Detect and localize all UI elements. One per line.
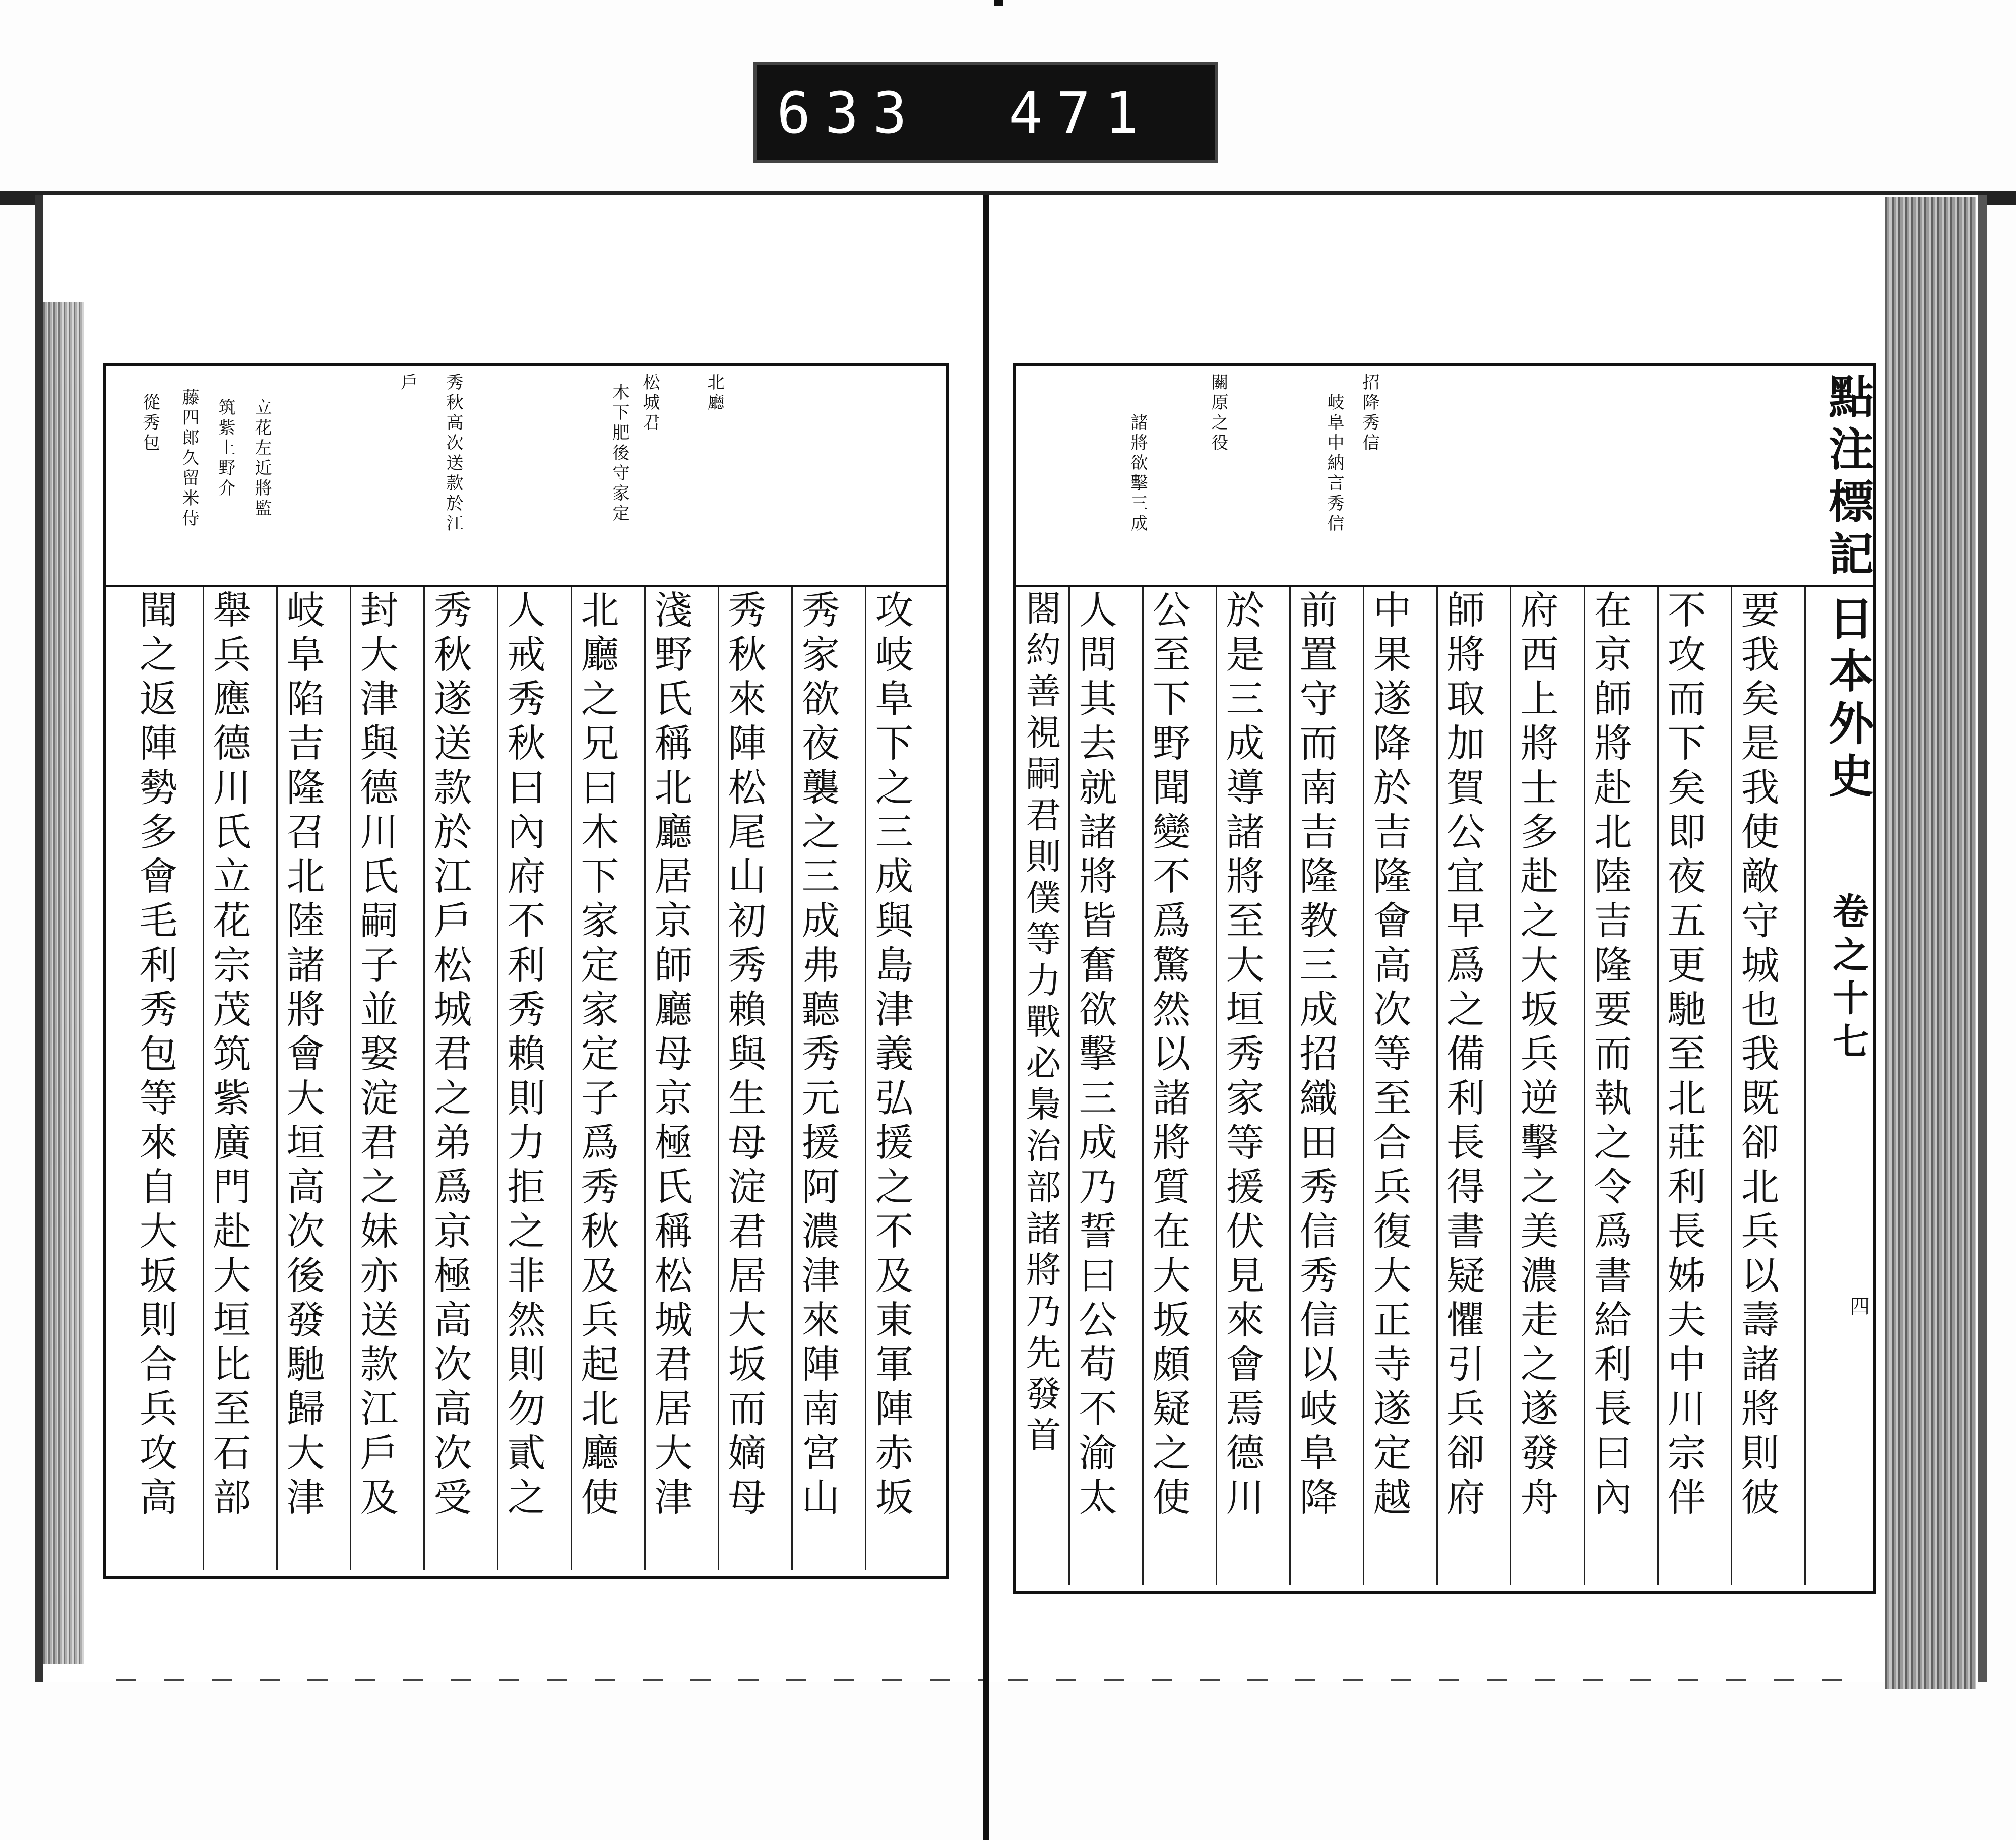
right-col-sep [1216,587,1217,1585]
page-number: 四 [1850,1295,1870,1318]
right-text-column-7: 前置守而南吉隆教三成招織田秀信秀信以岐阜降 [1293,590,1338,1521]
left-text-column-5: 北廳之兄曰木下家定家定子爲秀秋及兵起北廳使 [575,590,619,1521]
left-text-column-7: 秀秋遂送款於江戶松城君之弟爲京極高次高次受 [427,590,472,1521]
right-note-2: 岐阜中納言秀信 [1324,393,1344,534]
left-note-3: 木下肥後守家定 [609,383,629,524]
tab-right-number: 471 [1009,81,1153,146]
right-col-sep [1142,587,1144,1585]
right-col-sep [1584,587,1585,1585]
left-col-sep [718,587,719,1570]
left-text-column-2: 秀家欲夜襲之三成弗聽秀元援阿濃津來陣南宮山 [795,590,840,1521]
left-note-6: 立花左近將監 [251,398,272,519]
right-page-edge-stack [1885,197,1976,1689]
right-text-column-5: 師將取加賀公宜早爲之備利長得書疑懼引兵卻府 [1440,590,1485,1521]
left-col-sep [497,587,498,1570]
right-col-sep [1510,587,1511,1585]
right-col-sep [1731,587,1732,1585]
left-note-4: 秀秋高次送款於江 [443,373,463,534]
left-col-sep [865,587,866,1570]
left-note-7: 筑紫上野介 [215,398,235,499]
right-text-column-6: 中果遂降於吉隆會高次等至合兵復大正寺遂定越 [1367,590,1412,1521]
left-bottom-dashes [116,1679,983,1681]
left-note-2: 松城君 [640,373,660,434]
left-text-column-3: 秀秋來陣松尾山初秀賴與生母淀君居大坂而嫡母 [722,590,767,1521]
left-note-5: 戶 [398,373,418,393]
right-text-column-8: 於是三成導諸將至大垣秀家等援伏見來會焉德川 [1220,590,1265,1521]
left-col-sep [276,587,278,1570]
left-text-column-11: 聞之返陣勢多會毛利秀包等來自大坂則合兵攻高 [133,590,178,1521]
left-text-column-8: 封大津與德川氏嗣子並娶淀君之妹亦送款江戶及 [354,590,399,1521]
left-note-9: 從秀包 [140,393,160,454]
right-bottom-dashes [1008,1679,1865,1681]
right-text-column-10: 人問其去就諸將皆奮欲擊三成乃誓曰公苟不渝太 [1073,590,1117,1521]
book-gutter [983,195,989,1840]
right-col-sep [1657,587,1659,1585]
left-note-1: 北廳 [704,373,724,413]
right-text-column-9: 公至下野聞變不爲驚然以諸將質在大坂頗疑之使 [1146,590,1191,1521]
left-col-sep [350,587,351,1570]
left-text-column-1: 攻岐阜下之三成與島津義弘援之不及東軍陣赤坂 [869,590,914,1521]
right-title-label: 點注標記 [1820,373,1874,583]
right-text-column-1: 要我矣是我使敵守城也我既卻北兵以壽諸將則彼 [1735,590,1780,1521]
right-text-column-3: 在京師將赴北陸吉隆要而執之令爲書給利長曰內 [1588,590,1632,1521]
right-note-3: 關原之役 [1208,373,1228,454]
right-col-sep [1289,587,1291,1585]
left-text-column-9: 岐阜陷吉隆召北陸諸將會大垣高次後發馳歸大津 [280,590,325,1521]
left-col-sep [423,587,425,1570]
right-col-sep [1804,587,1806,1585]
right-note-4: 諸將欲擊三成 [1127,413,1148,534]
left-note-8: 藤四郎久留米侍 [179,388,199,529]
left-text-column-10: 舉兵應德川氏立花宗茂筑紫廣門赴大垣比至石部 [207,590,251,1521]
reel-number-tab [753,62,1218,163]
right-text-column-2: 不攻而下矣即夜五更馳至北莊利長姊夫中川宗伴 [1661,590,1706,1521]
tab-left-number: 633 [777,81,921,146]
right-col-sep [1436,587,1438,1585]
left-col-sep [791,587,793,1570]
book-title: 日本外史 [1820,595,1874,805]
left-page-edge-stack [43,302,84,1664]
left-header-divider [106,585,946,587]
top-tick-mark [994,0,1003,6]
right-col-sep [1068,587,1070,1585]
left-col-sep [203,587,204,1570]
right-col-sep [1363,587,1364,1585]
left-text-column-4: 淺野氏稱北廳居京師廳母京極氏稱松城君居大津 [648,590,693,1521]
right-header-divider [1016,585,1873,587]
right-note-1: 招降秀信 [1359,373,1379,454]
right-text-column-11: 閤約善視嗣君則僕等力戰必梟治部諸將乃先發首 [1020,590,1061,1458]
left-col-sep [644,587,646,1570]
left-col-sep [571,587,572,1570]
volume-label: 卷之十七 [1826,892,1869,1066]
right-text-column-4: 府西上將士多赴之大坂兵逆擊之美濃走之遂發舟 [1514,590,1559,1521]
left-text-column-6: 人戒秀秋曰內府不利秀賴則力拒之非然則勿貳之 [501,590,546,1521]
